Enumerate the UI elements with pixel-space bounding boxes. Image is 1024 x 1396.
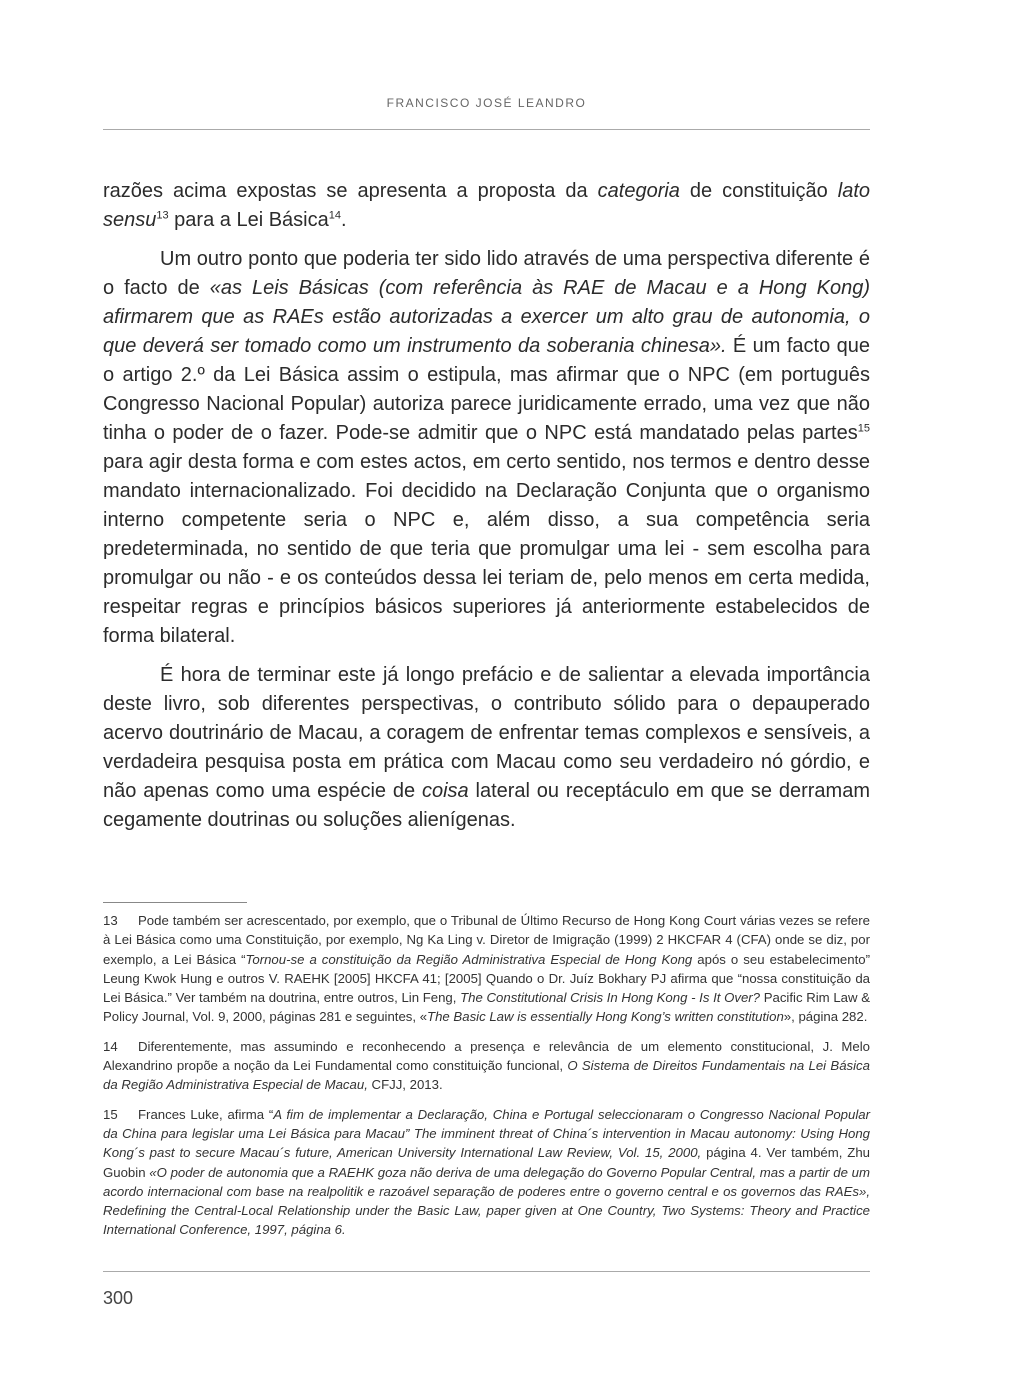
text-run: para a Lei Básica xyxy=(168,209,329,231)
footnote-14 xyxy=(103,1037,870,1095)
text-run-italic: «O poder de autonomia que a RAEHK goza não deriva de uma delegação do Governo Popular Central, mas a partir de um acordo internacional com base na realpolitik e razoável separação de poderes entre o governo central e os governos das RAEs», Redefining the Central-Local Relationship under the Basic Law, paper given at One Country, Two Systems: Theory and Practice International Conference, 1997, página 6. xyxy=(103,1164,870,1238)
text-run: razões acima expostas se apresenta a proposta da xyxy=(103,180,598,202)
footnote-number: 15 xyxy=(103,1106,118,1122)
text-run: Frances Luke, afirma “ xyxy=(138,1106,274,1122)
footnotes xyxy=(103,911,870,1250)
paragraph-continued xyxy=(103,177,870,235)
text-run: », página 282. xyxy=(783,1009,868,1025)
text-run: Diferentemente, mas assumindo e reconhecendo a presença e relevância de um elemento constitucional, J. Melo Alexandrino propõe a noção da Lei Fundamental como constituição funcional, xyxy=(103,1038,870,1074)
text-run: É um facto que o artigo 2.º da Lei Básica assim o estipula, mas afirmar que o NPC (em português Congresso Nacional Popular) autoriza parece juridicamente errado, uma vez que não tinha o poder de o fazer. Pode-se admitir que o NPC está mandatado pelas partes xyxy=(103,335,870,444)
text-run: CFJJ, 2013. xyxy=(367,1077,443,1093)
footnote-divider xyxy=(103,902,247,903)
footnote-15 xyxy=(103,1105,870,1240)
text-run: Um outro ponto que poderia ter sido lido através de uma perspectiva diferente é o facto de xyxy=(103,248,870,299)
text-run: Pacific Rim Law & Policy Journal, Vol. 9, 2000, páginas 281 e seguintes, « xyxy=(103,990,870,1025)
text-run-italic: «as Leis Básicas (com referência às RAE de Macau e a Hong Kong) afirmarem que as RAEs estão autorizadas a exercer um alto grau de autonomia, o que deverá ser tomado como um instrumento da soberania chinesa». xyxy=(103,277,870,357)
text-run: para agir desta forma e com estes actos, em certo sentido, nos termos e dentro desse mandato internacionalizado. Foi decidido na Declaração Conjunta que o organismo interno competente seria o NPC e, além disso, a sua competência seria predeterminada, no sentido de que teria que promulgar uma lei - sem escolha para promulgar ou não - e os conteúdos dessa lei teriam de, pelo menos em certa medida, respeitar regras e princípios básicos superiores já anteriormente estabelecidos de forma bilateral. xyxy=(103,451,870,647)
paragraph-conclusion xyxy=(103,661,870,835)
running-head: FRANCISCO JOSÉ LEANDRO xyxy=(386,96,587,110)
text-run-italic: O Sistema de Direitos Fundamentais na Lei Básica da Região Administrativa Especial de Macau, xyxy=(103,1058,870,1093)
text-run: É hora de terminar este já longo prefácio e de salientar a elevada importância deste livro, sob diferentes perspectivas, o contributo sólido para o depauperado acervo doutrinário de Macau, a coragem de enfrentar temas complexos e sensíveis, a verdadeira pesquisa posta em prática com Macau como seu verdadeiro nó górdio, e não apenas como uma espécie de xyxy=(103,664,870,802)
text-run: de constituição xyxy=(679,180,838,202)
footer-divider xyxy=(103,1271,870,1272)
text-run-italic: lato sensu xyxy=(103,180,871,231)
text-run-italic: The Basic Law is essentially Hong Kong’s written constitution xyxy=(427,1009,784,1025)
footnote-ref-14[interactable]: 14 xyxy=(328,209,341,222)
paragraph-npc xyxy=(103,245,870,651)
text-run-italic: coisa xyxy=(421,780,469,802)
text-run-italic: The Constitutional Crisis In Hong Kong - Is It Over? xyxy=(460,990,761,1006)
footnote-number: 13 xyxy=(103,913,118,928)
text-run-italic: categoria xyxy=(597,180,680,202)
text-run-italic: Tornou-se a constituição da Região Administrativa Especial de Hong Kong xyxy=(245,951,693,967)
footnote-number: 14 xyxy=(103,1038,118,1054)
page-number: 300 xyxy=(103,1288,134,1308)
footnote-ref-13[interactable]: 13 xyxy=(156,209,169,222)
text-run: página 4. Ver também, Zhu Guobin xyxy=(103,1145,870,1180)
footnote-ref-15[interactable]: 15 xyxy=(857,422,870,435)
header-divider xyxy=(103,129,870,130)
text-run-italic: A fim de implementar a Declaração, China e Portugal seleccionaram o Congresso Nacional Popular da China para legislar uma Lei Básica para Macau” The imminent threat of China´s intervention in Macau autonomy: Using Hong Kong´s past to secure Macau´s future, American University International Law Review, Vol. 15, 2000, xyxy=(103,1106,870,1161)
text-run: lateral ou receptáculo em que se derramam cegamente doutrinas ou soluções alienígenas. xyxy=(103,780,871,831)
body-text xyxy=(103,177,870,845)
text-run: após o seu estabelecimento” Leung Kwok Hung e outros V. RAEHK [2005] HKCFA 41; [2005] Quando o Dr. Juíz Bokhary PJ afirma que “nossa constituição da Lei Básica.” Ver também na doutrina, entre outros, Lin Feng, xyxy=(103,951,870,1006)
text-run: . xyxy=(340,209,347,231)
text-run: Pode também ser acrescentado, por exemplo, que o Tribunal de Último Recurso de Hong Kong Court várias vezes se refere à Lei Básica como uma Constituição, por exemplo, Ng Ka Ling v. Diretor de Imigração (1999) 2 HKCFAR 4 (CFA) onde se diz, por exemplo, a Lei Básica “ xyxy=(103,913,870,967)
footnote-13 xyxy=(103,911,870,1027)
